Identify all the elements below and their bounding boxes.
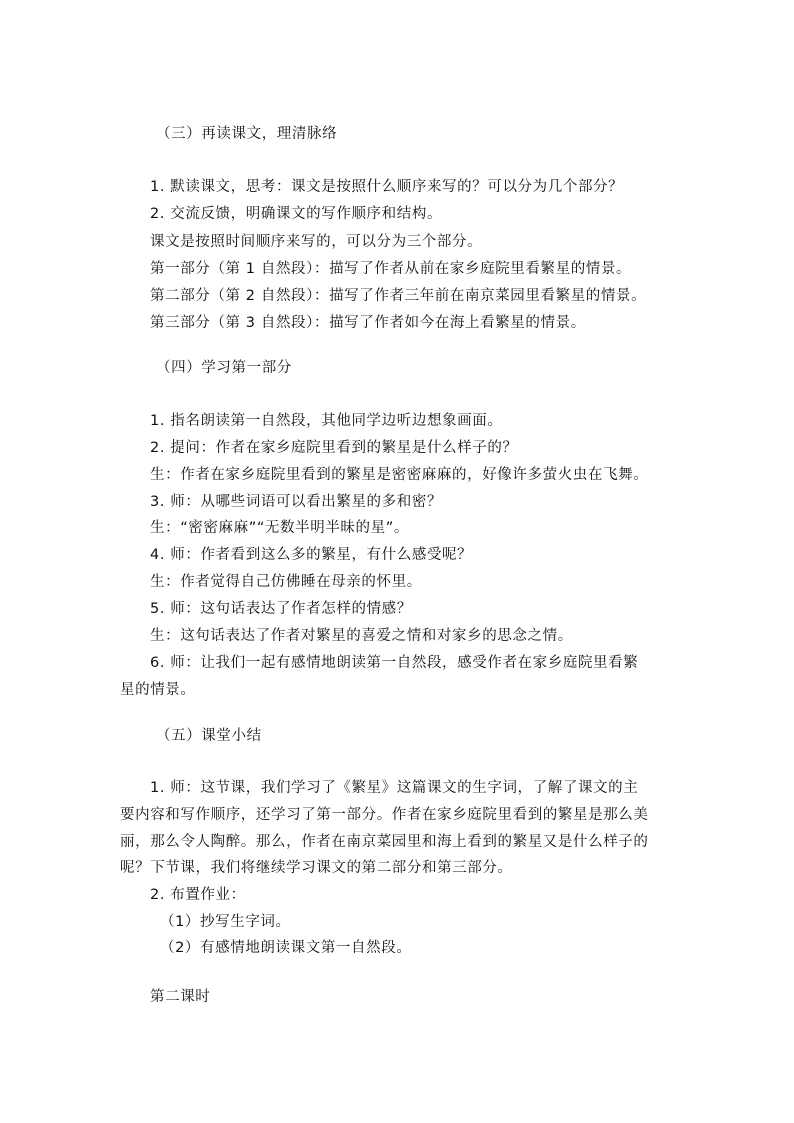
s3-line-2: 2. 交流反馈，明确课文的写作顺序和结构。 — [150, 206, 443, 222]
s5-line-5: 2. 布置作业： — [150, 887, 246, 903]
s4-line-10: 6. 师：让我们一起有感情地朗读第一自然段，感受作者在家乡庭院里看繁 — [150, 655, 639, 671]
section-heading-3: （三）再读课文，理清脉络 — [156, 126, 338, 142]
s4-line-4: 3. 师：从哪些词语可以看出繁星的多和密？ — [150, 494, 443, 510]
s4-line-2: 2. 提问：作者在家乡庭院里看到的繁星是什么样子的？ — [150, 440, 518, 456]
s3-line-3: 课文是按照时间顺序来写的，可以分为三个部分。 — [150, 234, 483, 250]
section-heading-4: （四）学习第一部分 — [156, 360, 292, 376]
next-lesson-heading: 第二课时 — [150, 989, 211, 1005]
s3-line-6: 第三部分（第 3 自然段）：描写了作者如今在海上看繁星的情景。 — [150, 315, 586, 331]
s4-line-1: 1. 指名朗读第一自然段，其他同学边听边想象画面。 — [150, 413, 503, 429]
s3-line-4: 第一部分（第 1 自然段）：描写了作者从前在家乡庭院里看繁星的情景。 — [150, 261, 632, 277]
s3-line-1: 1. 默读课文，思考：课文是按照什么顺序来写的？可以分为几个部分？ — [150, 179, 624, 195]
s4-line-9: 生：这句话表达了作者对繁星的喜爱之情和对家乡的思念之情。 — [150, 628, 573, 644]
s4-line-11: 星的情景。 — [120, 682, 196, 698]
s4-line-6: 4. 师：作者看到这么多的繁星，有什么感受呢？ — [150, 547, 473, 563]
s5-line-1: 1. 师：这节课，我们学习了《繁星》这篇课文的生字词，了解了课文的主 — [150, 780, 639, 796]
s5-line-2: 要内容和写作顺序，还学习了第一部分。作者在家乡庭院里看到的繁星是那么美 — [120, 807, 649, 823]
s5-line-3: 丽，那么令人陶醉。那么，作者在南京菜园里和海上看到的繁星又是什么样子的 — [120, 834, 649, 850]
s4-line-7: 生：作者觉得自己仿佛睡在母亲的怀里。 — [150, 574, 422, 590]
s3-line-5: 第二部分（第 2 自然段）：描写了作者三年前在南京菜园里看繁星的情景。 — [150, 288, 647, 304]
s4-line-5: 生：“密密麻麻”“无数半明半昧的星”。 — [150, 520, 409, 536]
s4-line-8: 5. 师：这句话表达了作者怎样的情感？ — [150, 601, 412, 617]
section-heading-5: （五）课堂小结 — [156, 728, 262, 744]
s5-line-4: 呢？下节课，我们将继续学习课文的第二部分和第三部分。 — [120, 860, 513, 876]
s4-line-3: 生：作者在家乡庭院里看到的繁星是密密麻麻的，好像许多萤火虫在飞舞。 — [150, 467, 649, 483]
s5-line-6: （1）抄写生字词。 — [160, 914, 291, 930]
s5-line-7: （2）有感情地朗读课文第一自然段。 — [160, 940, 412, 956]
